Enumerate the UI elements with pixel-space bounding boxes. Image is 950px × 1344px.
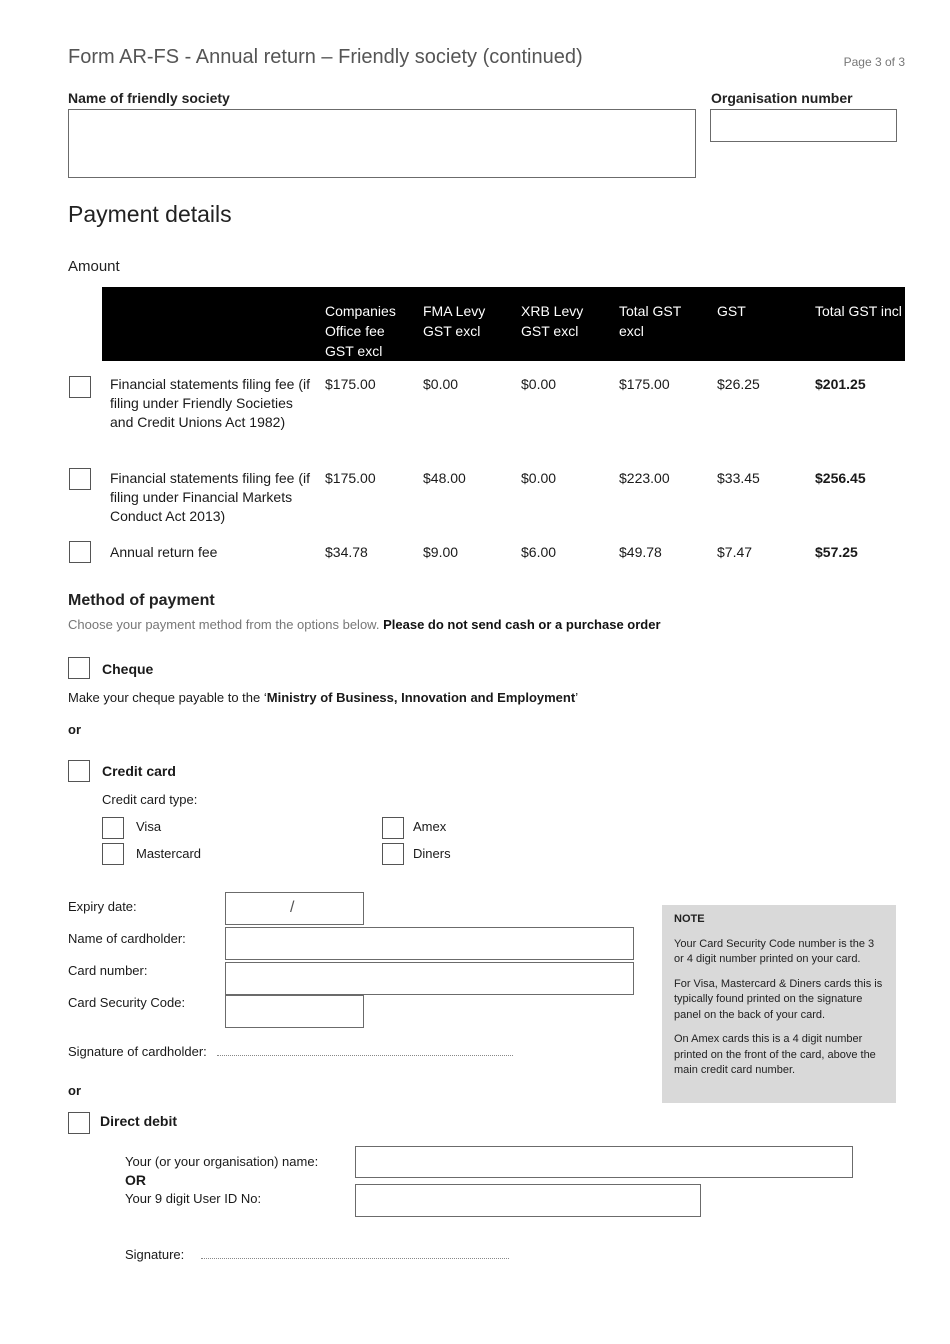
debit-signature-label: Signature:: [125, 1247, 185, 1262]
card-number-input[interactable]: [225, 962, 634, 995]
fee-row-2-desc: Financial statements filing fee (if filing under Financial Markets Conduct Act 2013): [110, 470, 310, 524]
col-companies-office-fee: Companies Office fee GST excl: [325, 303, 396, 359]
org-number-label: Organisation number: [711, 90, 853, 106]
fee-row-3-cell: $6.00: [521, 544, 557, 560]
expiry-date-input[interactable]: [225, 892, 364, 925]
fee-row-3-cell: $7.47: [717, 544, 753, 560]
credit-card-checkbox[interactable]: [68, 760, 90, 782]
cheque-label: Cheque: [102, 661, 154, 677]
csc-label: Card Security Code:: [68, 995, 186, 1010]
debit-signature-line[interactable]: [201, 1258, 509, 1259]
expiry-label: Expiry date:: [68, 899, 137, 914]
payment-details-heading: Payment details: [68, 201, 232, 227]
amex-checkbox[interactable]: [382, 817, 404, 839]
fee-row-2-cell: $223.00: [619, 470, 670, 486]
fee-row-1-cell: $0.00: [521, 376, 557, 392]
direct-debit-checkbox[interactable]: [68, 1112, 90, 1134]
card-type-label: Credit card type:: [102, 792, 198, 807]
cardholder-label: Name of cardholder:: [68, 931, 186, 946]
col-gst: GST: [717, 303, 746, 319]
or-separator: or: [68, 1083, 81, 1098]
direct-debit-label: Direct debit: [100, 1113, 178, 1129]
debit-userid-input[interactable]: [355, 1184, 701, 1217]
expiry-separator: /: [290, 899, 295, 916]
method-instruction-bold: Please do not send cash or a purchase order: [383, 617, 661, 632]
cardholder-name-input[interactable]: [225, 927, 634, 960]
form-title: Form AR-FS - Annual return – Friendly society (continued): [68, 46, 583, 68]
visa-checkbox[interactable]: [102, 817, 124, 839]
fee-row-1-cell: $175.00: [325, 376, 376, 392]
fee-row-2-cell: $33.45: [717, 470, 760, 486]
diners-checkbox[interactable]: [382, 843, 404, 865]
fee-row-2-cell: $0.00: [521, 470, 557, 486]
col-xrb-levy: XRB Levy GST excl: [521, 303, 584, 339]
cheque-checkbox[interactable]: [68, 657, 90, 679]
col-total-gst-excl: Total GST excl: [619, 303, 681, 339]
fee-row-1-checkbox[interactable]: [69, 376, 91, 398]
col-fma-levy: FMA Levy GST excl: [423, 303, 486, 339]
card-number-label: Card number:: [68, 963, 148, 978]
debit-userid-label: Your 9 digit User ID No:: [125, 1191, 262, 1206]
fee-row-1-cell: $0.00: [423, 376, 459, 392]
fee-row-2-cell: $48.00: [423, 470, 466, 486]
visa-label: Visa: [136, 819, 162, 834]
cheque-payee: Ministry of Business, Innovation and Employment: [266, 690, 576, 705]
note-paragraph: For Visa, Mastercard & Diners cards this is typically found printed on the signature panel on the back of your card.: [674, 977, 883, 1021]
mastercard-label: Mastercard: [136, 846, 202, 861]
fee-row-2-checkbox[interactable]: [69, 468, 91, 490]
note-paragraph: On Amex cards this is a 4 digit number printed on the front of the card, above the main credit card number.: [674, 1033, 876, 1076]
method-heading: Method of payment: [68, 592, 215, 609]
fee-row-3-cell: $9.00: [423, 544, 459, 560]
fee-row-2-total: $256.45: [815, 470, 866, 486]
card-security-note: [662, 905, 896, 1103]
cheque-text-pre: Make your cheque payable to the ‘: [68, 690, 267, 705]
csc-input[interactable]: [225, 995, 364, 1028]
cheque-instruction: [68, 690, 578, 705]
fee-row-1-desc: Financial statements filing fee (if filing under Friendly Societies and Credit Unions Act 1982): [110, 376, 310, 430]
or-separator: or: [68, 722, 81, 737]
fee-row-3-desc: Annual return fee: [110, 544, 218, 560]
society-name-label: Name of friendly society: [68, 90, 230, 106]
fee-row-1-total: $201.25: [815, 376, 866, 392]
fee-row-1-cell: $175.00: [619, 376, 670, 392]
cardholder-signature-line[interactable]: [217, 1055, 513, 1056]
diners-label: Diners: [413, 846, 451, 861]
credit-card-label: Credit card: [102, 763, 176, 779]
method-instruction: [68, 617, 661, 632]
debit-name-input[interactable]: [355, 1146, 853, 1178]
debit-or-label: OR: [125, 1172, 146, 1188]
fee-row-3-checkbox[interactable]: [69, 541, 91, 563]
cheque-text-post: ’: [575, 690, 579, 705]
method-instruction-text: Choose your payment method from the options below.: [68, 617, 380, 632]
col-total-gst-incl: Total GST incl: [815, 303, 902, 319]
page-number: Page 3 of 3: [843, 55, 905, 69]
cardholder-signature-label: Signature of cardholder:: [68, 1044, 207, 1059]
mastercard-checkbox[interactable]: [102, 843, 124, 865]
note-title: NOTE: [674, 913, 705, 925]
fee-row-3-cell: $49.78: [619, 544, 662, 560]
org-number-input[interactable]: [710, 109, 897, 142]
fee-row-3-cell: $34.78: [325, 544, 368, 560]
fee-row-3-total: $57.25: [815, 544, 858, 560]
fee-row-1-cell: $26.25: [717, 376, 760, 392]
society-name-input[interactable]: [68, 109, 696, 178]
amex-label: Amex: [413, 819, 447, 834]
debit-name-label: Your (or your organisation) name:: [125, 1154, 319, 1169]
fee-table-header: [102, 287, 905, 361]
amount-label: Amount: [68, 258, 120, 275]
note-paragraph: Your Card Security Code number is the 3 or 4 digit number printed on your card.: [674, 937, 875, 965]
fee-row-2-cell: $175.00: [325, 470, 376, 486]
